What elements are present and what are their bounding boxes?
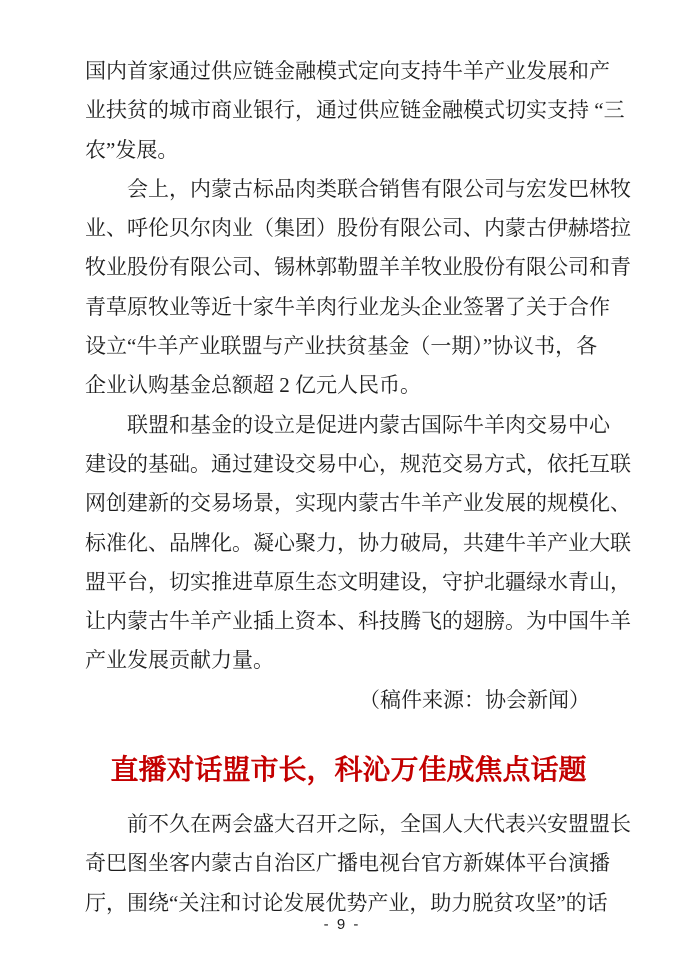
text-line: 让内蒙古牛羊产业插上资本、科技腾飞的翅膀。为中国牛羊 (85, 609, 631, 634)
paragraph (85, 406, 631, 681)
article-title: 直播对话盟市长，科沁万佳成焦点话题 (110, 755, 587, 787)
article-end-paragraphs (85, 52, 631, 681)
text-line: 厅，围绕“关注和讨论发展优势产业，助力脱贫攻坚”的话 (85, 890, 608, 915)
text-line: 国内首家通过供应链金融模式定向支持牛羊产业发展和产 (85, 59, 610, 83)
text-line: 业扶贫的城市商业银行，通过供应链金融模式切实支持 “三 (85, 98, 625, 123)
paragraph (85, 52, 625, 170)
text-line: 农”发展。 (85, 137, 179, 162)
page-number: - 9 - (323, 916, 361, 933)
text-line: 网创建新的交易场景，实现内蒙古牛羊产业发展的规模化、 (85, 491, 631, 516)
article-end-section (85, 52, 631, 720)
source-note: （稿件来源：协会新闻） (359, 687, 590, 712)
text-line: 业、呼伦贝尔肉业（集团）股份有限公司、内蒙古伊赫塔拉 (85, 216, 631, 241)
paragraph (85, 170, 631, 406)
text-line: 青草原牧业等近十家牛羊肉行业龙头企业签署了关于合作 (85, 294, 610, 319)
text-line: 标准化、品牌化。凝心聚力，协力破局，共建牛羊产业大联 (85, 530, 631, 555)
next-article-paragraphs (85, 805, 631, 923)
text-line: 会上，内蒙古标品肉类联合销售有限公司与宏发巴林牧 (127, 176, 631, 201)
page-footer (0, 916, 684, 933)
text-line: 奇巴图坐客内蒙古自治区广播电视台官方新媒体平台演播 (85, 851, 610, 876)
page-content (85, 52, 631, 923)
text-line: 建设的基础。通过建设交易中心，规范交易方式，依托互联 (85, 451, 631, 476)
paragraph (85, 805, 631, 923)
text-line: 企业认购基金总额超 2 亿元人民币。 (85, 373, 421, 398)
text-line: 设立“牛羊产业联盟与产业扶贫基金（一期）”协议书，各 (85, 334, 598, 359)
text-line: 盟平台，切实推进草原生态文明建设，守护北疆绿水青山， (85, 569, 631, 594)
text-line: 产业发展贡献力量。 (85, 648, 274, 673)
text-line: 前不久在两会盛大召开之际，全国人大代表兴安盟盟长 (127, 812, 631, 837)
text-line: 牧业股份有限公司、锡林郭勒盟羊羊牧业股份有限公司和青 (85, 255, 631, 280)
text-line: 联盟和基金的设立是促进内蒙古国际牛羊肉交易中心 (127, 412, 610, 437)
next-article-section (85, 805, 631, 923)
